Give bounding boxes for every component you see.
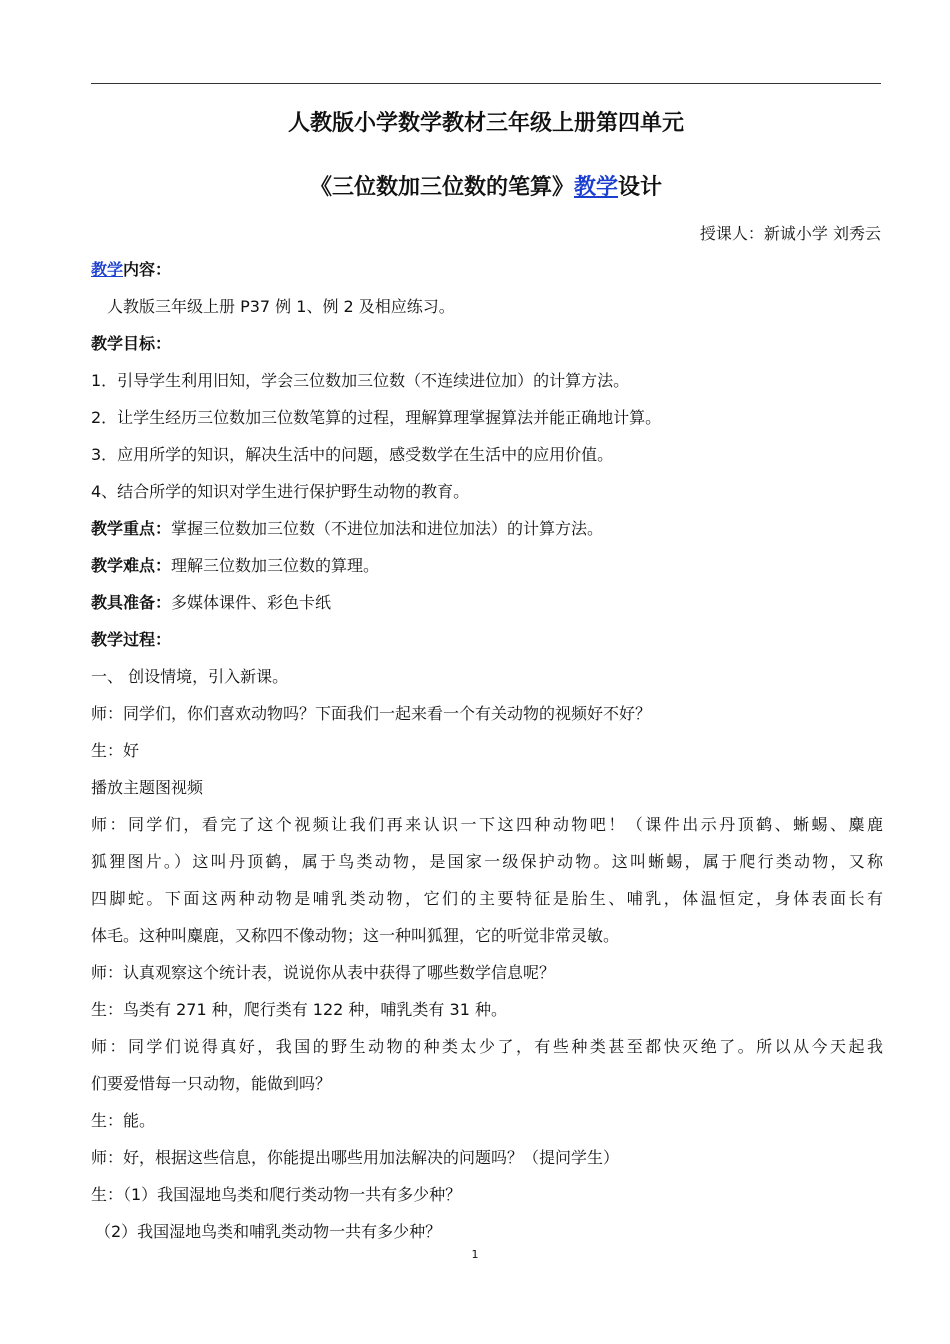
paragraph-line: 们要爱惜每一只动物，能做到吗？ xyxy=(91,1074,332,1093)
tools-label: 教具准备： xyxy=(91,593,172,612)
tools xyxy=(91,584,883,621)
tools-text: 多媒体课件、彩色卡纸 xyxy=(171,593,332,612)
process-line: 一、 创设情境，引入新课。 xyxy=(91,667,289,686)
content-heading xyxy=(91,251,883,288)
goal-item: 2．让学生经历三位数加三位数笔算的过程，理解算理掌握算法并能正确地计算。 xyxy=(91,408,662,427)
dialog-line: 师：认真观察这个统计表，说说你从表中获得了哪些数学信息呢？ xyxy=(91,963,556,982)
paragraph-line: 师：同学们说得真好，我国的野生动物的种类太少了，有些种类甚至都快灭绝了。所以从今天起我 xyxy=(91,1037,883,1056)
document-body xyxy=(91,251,883,1250)
goals-heading: 教学目标： xyxy=(91,334,172,353)
process-line: 生：好 xyxy=(91,741,140,760)
document-title: 人教版小学数学教材三年级上册第四单元 xyxy=(287,111,684,136)
content-text: 人教版三年级上册 P37 例 1、例 2 及相应练习。 xyxy=(107,297,455,316)
subtitle-link[interactable]: 教学 xyxy=(573,175,618,200)
subtitle-text: 《三位数加三位数的笔算》 xyxy=(309,175,574,200)
paragraph-line: 四脚蛇。下面这两种动物是哺乳类动物，它们的主要特征是胎生、哺乳，体温恒定，身体表面长有 xyxy=(91,889,883,908)
difficulty-text: 理解三位数加三位数的算理。 xyxy=(171,556,380,575)
process-line: 师：同学们，你们喜欢动物吗？下面我们一起来看一个有关动物的视频好不好？ xyxy=(91,704,652,723)
process-heading: 教学过程： xyxy=(91,630,172,649)
header-rule xyxy=(91,83,881,84)
key-point-label: 教学重点： xyxy=(91,519,172,538)
goal-item: 1．引导学生利用旧知，学会三位数加三位数（不连续进位加）的计算方法。 xyxy=(91,371,630,390)
content-heading-link[interactable]: 教学 xyxy=(91,260,124,279)
goal-item: 3．应用所学的知识，解决生活中的问题，感受数学在生活中的应用价值。 xyxy=(91,445,614,464)
key-point xyxy=(91,510,883,547)
byline: 授课人：新诚小学 刘秀云 xyxy=(699,224,881,243)
goal-item: 4、结合所学的知识对学生进行保护野生动物的教育。 xyxy=(91,482,470,501)
dialog-line: 生：能。 xyxy=(91,1111,156,1130)
dialog-line: 师：好，根据这些信息，你能提出哪些用加法解决的问题吗？（提问学生） xyxy=(91,1148,620,1167)
key-point-text: 掌握三位数加三位数（不进位加法和进位加法）的计算方法。 xyxy=(171,519,604,538)
paragraph-line: 师：同学们，看完了这个视频让我们再来认识一下这四种动物吧！（课件出示丹顶鹤、蜥蜴、麋鹿 xyxy=(91,815,883,834)
sub-question: （2）我国湿地鸟类和哺乳类动物一共有多少种？ xyxy=(95,1222,442,1241)
dialog-line: 生：鸟类有 271 种，爬行类有 122 种，哺乳类有 31 种。 xyxy=(91,1000,507,1019)
difficulty-label: 教学难点： xyxy=(91,556,172,575)
paragraph-line: 狐狸图片。）这叫丹顶鹤，属于鸟类动物，是国家一级保护动物。这叫蜥蜴，属于爬行类动物，又称 xyxy=(91,852,883,871)
document-subtitle xyxy=(91,170,881,201)
difficulty xyxy=(91,547,883,584)
subtitle-suffix: 设计 xyxy=(618,175,663,200)
page-number: 1 xyxy=(471,1248,479,1261)
process-line: 播放主题图视频 xyxy=(91,778,204,797)
paragraph-line: 体毛。这种叫麋鹿，又称四不像动物；这一种叫狐狸，它的听觉非常灵敏。 xyxy=(91,926,620,945)
content-heading-text: 内容： xyxy=(123,260,172,279)
dialog-line: 生：（1）我国湿地鸟类和爬行类动物一共有多少种？ xyxy=(91,1185,462,1204)
